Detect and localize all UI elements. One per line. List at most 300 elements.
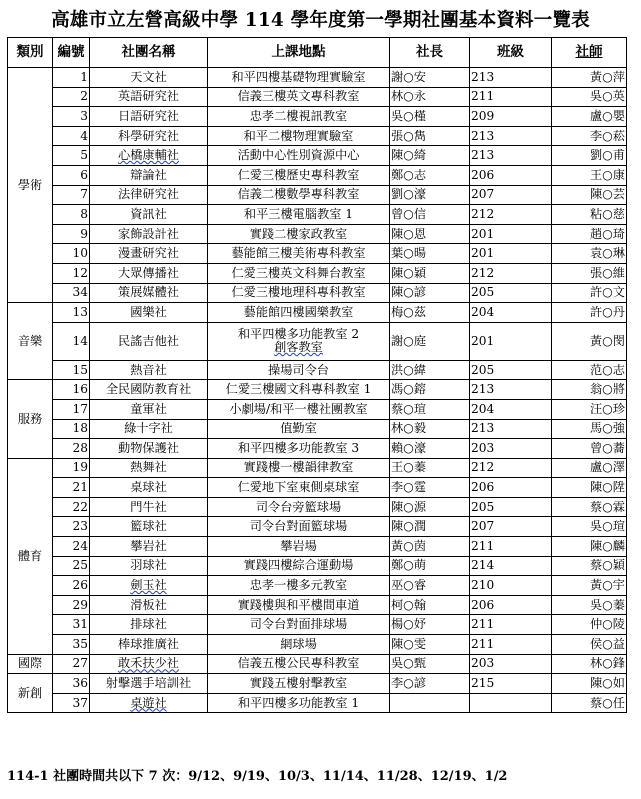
- location-text: 和平四樓多功能教室 1: [237, 695, 360, 710]
- president-cell: 陳○雯: [390, 635, 470, 655]
- class-cell: 210: [470, 576, 552, 596]
- location-cell: [208, 556, 390, 576]
- club-number: 5: [53, 146, 90, 166]
- club-number: 23: [53, 517, 90, 537]
- club-name-text: 籃球社: [130, 519, 167, 534]
- club-number: 3: [53, 107, 90, 127]
- club-name-text: 滑板社: [130, 597, 167, 612]
- club-number: 35: [53, 635, 90, 655]
- location-text: 值勤室: [280, 421, 317, 436]
- category-cell: 音樂: [8, 303, 53, 380]
- club-number: 26: [53, 576, 90, 596]
- club-name: [90, 497, 208, 517]
- club-name: [90, 360, 208, 380]
- advisor-cell: 吳○蓁: [552, 595, 627, 615]
- advisor-cell: 許○丹: [552, 303, 627, 323]
- club-name: [90, 537, 208, 557]
- location-text: 實踐二樓家政教室: [249, 226, 348, 241]
- club-name-text: 大眾傳播社: [118, 265, 179, 280]
- president-cell: 劉○濠: [390, 185, 470, 205]
- advisor-cell: 范○志: [552, 360, 627, 380]
- location-text: 和平三樓電腦教室 1: [243, 206, 354, 221]
- class-cell: 201: [470, 322, 552, 360]
- club-name-text: 射擊選手培訓社: [105, 676, 192, 691]
- class-cell: 205: [470, 360, 552, 380]
- table-row: [8, 654, 627, 674]
- table-row: [8, 399, 627, 419]
- club-table: [7, 37, 627, 713]
- class-cell: 213: [470, 68, 552, 88]
- location-text: 仁愛三樓國文科專科教室 1: [225, 382, 372, 397]
- table-row: [8, 263, 627, 283]
- class-cell: 207: [470, 185, 552, 205]
- president-cell: 吳○甄: [390, 654, 470, 674]
- category-cell: 學術: [8, 68, 53, 303]
- class-cell: 205: [470, 283, 552, 303]
- class-cell: [470, 693, 552, 713]
- class-cell: 211: [470, 615, 552, 635]
- class-cell: 204: [470, 303, 552, 323]
- club-number: 24: [53, 537, 90, 557]
- president-cell: 曾○信: [390, 205, 470, 225]
- advisor-cell: 黃○閔: [552, 322, 627, 360]
- president-cell: 馮○鎔: [390, 380, 470, 400]
- class-cell: 209: [470, 107, 552, 127]
- president-cell: 陳○穎: [390, 263, 470, 283]
- advisor-cell: 黃○宇: [552, 576, 627, 596]
- location-text: 實踐四樓綜合運動場: [243, 558, 354, 573]
- club-name-text: 羽球社: [130, 558, 167, 573]
- club-name: [90, 205, 208, 225]
- president-cell: 陳○諺: [390, 283, 470, 303]
- location-text: 實踐五樓射擊教室: [249, 676, 348, 691]
- location-cell: [208, 360, 390, 380]
- advisor-cell: 陳○芸: [552, 185, 627, 205]
- club-number: 2: [53, 87, 90, 107]
- class-cell: 206: [470, 165, 552, 185]
- club-name-text: 綠十字社: [124, 421, 173, 436]
- advisor-cell: 仲○陵: [552, 615, 627, 635]
- location-text: 忠孝一樓多元教室: [249, 578, 348, 593]
- club-name-text: 桌球社: [130, 480, 167, 495]
- location-cell: [208, 439, 390, 459]
- advisor-cell: 侯○益: [552, 635, 627, 655]
- club-name: [90, 674, 208, 694]
- advisor-cell: 曾○蕎: [552, 439, 627, 459]
- president-cell: 洪○緯: [390, 360, 470, 380]
- class-cell: 215: [470, 674, 552, 694]
- advisor-cell: 趙○琦: [552, 224, 627, 244]
- table-row: [8, 68, 627, 88]
- president-cell: 林○毅: [390, 419, 470, 439]
- president-cell: 賴○濠: [390, 439, 470, 459]
- table-row: [8, 556, 627, 576]
- advisor-cell: 吳○瑄: [552, 517, 627, 537]
- location-text: 信義二樓數學專科教室: [237, 187, 360, 202]
- location-text-line2: 創客教室: [274, 340, 323, 355]
- table-row: [8, 517, 627, 537]
- advisor-cell: 蔡○霖: [552, 497, 627, 517]
- location-cell: [208, 68, 390, 88]
- club-number: 7: [53, 185, 90, 205]
- advisor-cell: 陳○陞: [552, 478, 627, 498]
- table-row: [8, 185, 627, 205]
- location-cell: [208, 595, 390, 615]
- class-cell: 201: [470, 244, 552, 264]
- club-number: 27: [53, 654, 90, 674]
- club-number: 29: [53, 595, 90, 615]
- club-name: [90, 556, 208, 576]
- advisor-cell: 蔡○任: [552, 693, 627, 713]
- header-row: [8, 38, 627, 68]
- club-name: [90, 595, 208, 615]
- club-number: 15: [53, 360, 90, 380]
- header-location: 上課地點: [208, 38, 390, 68]
- table-row: [8, 497, 627, 517]
- president-cell: 張○雋: [390, 126, 470, 146]
- class-cell: 206: [470, 478, 552, 498]
- club-name-text: 門牛社: [130, 499, 167, 514]
- club-name: [90, 458, 208, 478]
- schedule-footer: 114-1 社團時間共以下 7 次：9/12、9/19、10/3、11/14、11/28、12/19、1/2: [7, 769, 508, 784]
- club-name-text: 英語研究社: [118, 89, 179, 104]
- location-text: 忠孝二樓視訊教室: [249, 108, 348, 123]
- club-name: [90, 576, 208, 596]
- club-number: 17: [53, 399, 90, 419]
- club-name-text: 辯論社: [130, 167, 167, 182]
- club-name-text: 排球社: [130, 617, 167, 632]
- president-cell: 柯○翰: [390, 595, 470, 615]
- location-cell: [208, 322, 390, 360]
- advisor-cell: 黃○萍: [552, 68, 627, 88]
- table-row: [8, 693, 627, 713]
- table-row: [8, 478, 627, 498]
- location-text: 活動中心性別資源中心: [237, 148, 360, 163]
- advisor-cell: 汪○珍: [552, 399, 627, 419]
- advisor-cell: 劉○甫: [552, 146, 627, 166]
- president-cell: 楊○妤: [390, 615, 470, 635]
- class-cell: 211: [470, 87, 552, 107]
- table-row: [8, 360, 627, 380]
- club-name-text: 熱舞社: [130, 460, 167, 475]
- location-cell: [208, 107, 390, 127]
- class-cell: 204: [470, 399, 552, 419]
- location-cell: [208, 303, 390, 323]
- location-text: 司令台對面排球場: [249, 617, 348, 632]
- location-text: 藝能館四樓國樂教室: [243, 304, 354, 319]
- club-name: [90, 165, 208, 185]
- club-number: 8: [53, 205, 90, 225]
- location-text: 信義五樓公民專科教室: [237, 656, 360, 671]
- location-cell: [208, 615, 390, 635]
- class-cell: 201: [470, 224, 552, 244]
- club-name: [90, 126, 208, 146]
- location-cell: [208, 654, 390, 674]
- location-cell: [208, 185, 390, 205]
- class-cell: 203: [470, 439, 552, 459]
- location-text: 信義三樓英文專科教室: [237, 89, 360, 104]
- president-cell: 李○諺: [390, 674, 470, 694]
- table-row: [8, 303, 627, 323]
- club-name: [90, 322, 208, 360]
- president-cell: 王○蓁: [390, 458, 470, 478]
- advisor-cell: 蔡○穎: [552, 556, 627, 576]
- class-cell: 206: [470, 595, 552, 615]
- president-cell: 黃○茵: [390, 537, 470, 557]
- club-name-text: 童軍社: [130, 401, 167, 416]
- club-name: [90, 303, 208, 323]
- table-row: [8, 224, 627, 244]
- club-name-text: 劍玉社: [130, 578, 167, 593]
- table-row: [8, 595, 627, 615]
- club-number: 31: [53, 615, 90, 635]
- club-number: 13: [53, 303, 90, 323]
- president-cell: 陳○潤: [390, 517, 470, 537]
- table-row: [8, 635, 627, 655]
- table-row: [8, 576, 627, 596]
- location-text: 司令台旁籃球場: [255, 499, 342, 514]
- club-number: 22: [53, 497, 90, 517]
- advisor-cell: 許○文: [552, 283, 627, 303]
- advisor-cell: 林○鋒: [552, 654, 627, 674]
- location-cell: [208, 205, 390, 225]
- table-row: [8, 615, 627, 635]
- class-cell: 211: [470, 537, 552, 557]
- table-row: [8, 380, 627, 400]
- location-text: 和平二樓物理實驗室: [243, 128, 354, 143]
- club-name: [90, 68, 208, 88]
- class-cell: 203: [470, 654, 552, 674]
- location-cell: [208, 537, 390, 557]
- location-cell: [208, 165, 390, 185]
- president-cell: 蔡○瑄: [390, 399, 470, 419]
- location-text: 藝能館三樓美術專科教室: [231, 246, 366, 261]
- category-cell: 服務: [8, 380, 53, 458]
- category-cell: 體育: [8, 458, 53, 654]
- header-club: 社團名稱: [90, 38, 208, 68]
- advisor-cell: 翁○將: [552, 380, 627, 400]
- club-number: 4: [53, 126, 90, 146]
- club-name-text: 桌遊社: [130, 695, 167, 710]
- president-cell: 陳○綺: [390, 146, 470, 166]
- advisor-cell: 張○維: [552, 263, 627, 283]
- president-cell: 林○永: [390, 87, 470, 107]
- club-number: 25: [53, 556, 90, 576]
- president-cell: 梅○茲: [390, 303, 470, 323]
- table-row: [8, 322, 627, 360]
- club-number: 12: [53, 263, 90, 283]
- club-name: [90, 244, 208, 264]
- club-name: [90, 439, 208, 459]
- location-cell: [208, 146, 390, 166]
- location-text: 仁愛三樓歷史專科教室: [237, 167, 360, 182]
- table-row: [8, 205, 627, 225]
- table-row: [8, 87, 627, 107]
- president-cell: 吳○槿: [390, 107, 470, 127]
- location-cell: [208, 244, 390, 264]
- president-cell: 陳○源: [390, 497, 470, 517]
- location-text: 實踐樓一樓韻律教室: [243, 460, 354, 475]
- club-name-text: 動物保護社: [118, 440, 179, 455]
- table-row: [8, 244, 627, 264]
- advisor-cell: 陳○如: [552, 674, 627, 694]
- club-number: 1: [53, 68, 90, 88]
- class-cell: 213: [470, 146, 552, 166]
- location-text: 實踐樓與和平樓間車道: [237, 597, 360, 612]
- advisor-cell: 吳○英: [552, 87, 627, 107]
- header-class: 班級: [470, 38, 552, 68]
- class-cell: 214: [470, 556, 552, 576]
- table-row: [8, 537, 627, 557]
- location-cell: [208, 283, 390, 303]
- president-cell: [390, 693, 470, 713]
- club-number: 16: [53, 380, 90, 400]
- president-cell: 陳○恩: [390, 224, 470, 244]
- header-advisor-label: 社師: [575, 44, 603, 60]
- location-text: 司令台對面籃球場: [249, 519, 348, 534]
- class-cell: 213: [470, 126, 552, 146]
- advisor-cell: 袁○琳: [552, 244, 627, 264]
- president-cell: 鄭○萌: [390, 556, 470, 576]
- club-name-text: 漫畫研究社: [118, 246, 179, 261]
- president-cell: 鄭○志: [390, 165, 470, 185]
- class-cell: 212: [470, 205, 552, 225]
- advisor-cell: 王○康: [552, 165, 627, 185]
- header-advisor: [552, 38, 627, 68]
- location-text: 和平四樓多功能教室 2: [237, 327, 360, 342]
- location-cell: [208, 126, 390, 146]
- club-number: 10: [53, 244, 90, 264]
- location-cell: [208, 693, 390, 713]
- table-row: [8, 674, 627, 694]
- club-name-text: 心橋康輔社: [118, 148, 179, 163]
- club-number: 37: [53, 693, 90, 713]
- table-row: [8, 283, 627, 303]
- advisor-cell: 粘○慈: [552, 205, 627, 225]
- club-number: 18: [53, 419, 90, 439]
- club-name-text: 科學研究社: [118, 128, 179, 143]
- advisor-cell: 盧○澤: [552, 458, 627, 478]
- table-row: [8, 458, 627, 478]
- table-row: [8, 107, 627, 127]
- location-cell: [208, 478, 390, 498]
- location-text: 操場司令台: [268, 362, 329, 377]
- location-cell: [208, 517, 390, 537]
- location-text: 網球場: [280, 636, 317, 651]
- club-name: [90, 693, 208, 713]
- club-number: 21: [53, 478, 90, 498]
- location-cell: [208, 576, 390, 596]
- club-name-text: 棒球推廣社: [118, 636, 179, 651]
- advisor-cell: 盧○嬰: [552, 107, 627, 127]
- club-name: [90, 283, 208, 303]
- club-name-text: 熱音社: [130, 362, 167, 377]
- club-name-text: 策展媒體社: [118, 285, 179, 300]
- location-cell: [208, 635, 390, 655]
- location-cell: [208, 263, 390, 283]
- club-name: [90, 87, 208, 107]
- location-cell: [208, 224, 390, 244]
- class-cell: 211: [470, 635, 552, 655]
- table-row: [8, 165, 627, 185]
- location-cell: [208, 674, 390, 694]
- table-row: [8, 146, 627, 166]
- advisor-cell: 陳○麟: [552, 537, 627, 557]
- club-number: 9: [53, 224, 90, 244]
- club-name: [90, 478, 208, 498]
- location-text: 和平四樓基礎物理實驗室: [231, 69, 366, 84]
- club-name-text: 民謠吉他社: [118, 333, 179, 348]
- club-name-text: 日語研究社: [118, 108, 179, 123]
- class-cell: 213: [470, 419, 552, 439]
- location-text: 仁愛三樓地理科專科教室: [231, 285, 366, 300]
- table-row: [8, 126, 627, 146]
- location-text: 小劇場/和平一樓社團教室: [229, 401, 368, 416]
- header-category: 類別: [8, 38, 53, 68]
- location-cell: [208, 87, 390, 107]
- class-cell: 212: [470, 263, 552, 283]
- advisor-cell: 馬○強: [552, 419, 627, 439]
- location-cell: [208, 380, 390, 400]
- class-cell: 212: [470, 458, 552, 478]
- club-number: 36: [53, 674, 90, 694]
- club-number: 28: [53, 439, 90, 459]
- club-name: [90, 615, 208, 635]
- president-cell: 葉○暘: [390, 244, 470, 264]
- club-number: 34: [53, 283, 90, 303]
- club-name: [90, 380, 208, 400]
- location-text: 仁愛地下室東側桌球室: [237, 480, 360, 495]
- club-name-text: 家飾設計社: [118, 226, 179, 241]
- president-cell: 謝○安: [390, 68, 470, 88]
- location-text: 和平四樓多功能教室 3: [237, 440, 360, 455]
- location-text: 仁愛三樓英文科舞台教室: [231, 265, 366, 280]
- club-name-text: 資訊社: [130, 206, 167, 221]
- club-name-text: 全民國防教育社: [105, 382, 192, 397]
- club-name: [90, 517, 208, 537]
- advisor-cell: 李○菘: [552, 126, 627, 146]
- class-cell: 205: [470, 497, 552, 517]
- header-president: 社長: [390, 38, 470, 68]
- club-name-text: 敢禾扶少社: [118, 656, 179, 671]
- header-number: 編號: [53, 38, 90, 68]
- club-number: 6: [53, 165, 90, 185]
- category-cell: 國際: [8, 654, 53, 674]
- table-row: [8, 419, 627, 439]
- table-row: [8, 439, 627, 459]
- location-cell: [208, 458, 390, 478]
- club-name: [90, 185, 208, 205]
- club-name: [90, 635, 208, 655]
- category-cell: 新創: [8, 674, 53, 713]
- club-name: [90, 146, 208, 166]
- club-name: [90, 263, 208, 283]
- club-name: [90, 654, 208, 674]
- location-text: 攀岩場: [280, 538, 317, 553]
- club-name: [90, 419, 208, 439]
- club-name: [90, 107, 208, 127]
- president-cell: 李○霆: [390, 478, 470, 498]
- club-name: [90, 224, 208, 244]
- location-cell: [208, 419, 390, 439]
- location-cell: [208, 399, 390, 419]
- table-body: [8, 68, 627, 713]
- president-cell: 巫○睿: [390, 576, 470, 596]
- club-number: 14: [53, 322, 90, 360]
- club-name-text: 攀岩社: [130, 538, 167, 553]
- club-name-text: 法律研究社: [118, 187, 179, 202]
- class-cell: 207: [470, 517, 552, 537]
